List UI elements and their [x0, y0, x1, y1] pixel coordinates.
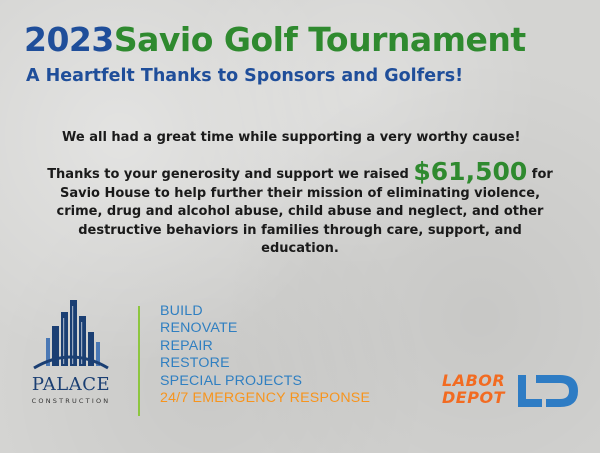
service-repair: REPAIR [160, 337, 213, 354]
labor-depot-logo [442, 372, 587, 416]
service-build: BUILD [160, 303, 203, 319]
services-list [160, 303, 370, 407]
service-restore: RESTORE [160, 355, 230, 372]
thanks-text-after: for Savio House to help further their mission of eliminating violence, crime, drug and alcohol abuse, child abuse and neglect, and other destructive behaviors in families through care, support, and education. [56, 167, 553, 256]
labor-depot-line2: DEPOT [442, 388, 505, 407]
title-event-name: Savio Golf Tournament [113, 20, 526, 59]
service-renovate: RENOVATE [160, 320, 238, 337]
labor-depot-line1: LABOR [442, 371, 506, 390]
page-title [24, 20, 526, 59]
labor-depot-wordmark [442, 372, 505, 406]
intro-sentence: We all had a great time while supporting a very worthy cause! [62, 130, 521, 145]
palace-construction-logo [16, 298, 126, 418]
page-subtitle: A Heartfelt Thanks to Sponsors and Golfers! [26, 66, 464, 86]
city-skyline-icon [32, 298, 110, 370]
amount-raised: $61,500 [413, 157, 528, 186]
ld-monogram-icon [516, 373, 582, 409]
thanks-paragraph [40, 157, 560, 259]
title-year: 2023 [24, 20, 114, 59]
thanks-text-before: Thanks to your generosity and support we raised [47, 167, 414, 182]
service-emergency-response: 24/7 EMERGENCY RESPONSE [160, 390, 371, 407]
service-special-projects: SPECIAL PROJECTS [160, 372, 303, 389]
palace-name: PALACE [31, 374, 111, 395]
palace-subtitle: CONSTRUCTION [31, 397, 111, 405]
logo-divider [138, 306, 140, 416]
